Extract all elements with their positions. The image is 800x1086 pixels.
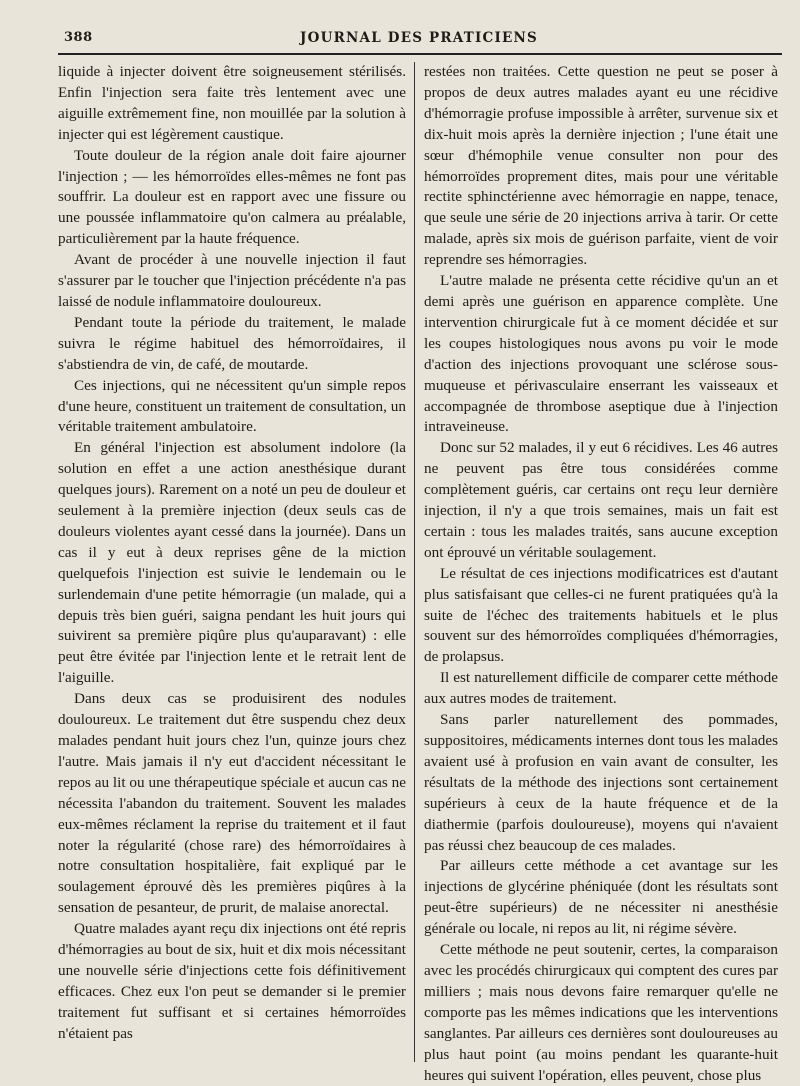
journal-title: JOURNAL DES PRATICIENS: [300, 30, 538, 46]
paragraph: Toute douleur de la région anale doit faire ajourner l'injection ; — les hémorroïdes elles-mêmes ne font pas souffrir. La douleur est en rapport avec une fissure ou une poussée inflammatoire qu'on calmera au préalable, particulièrement par la haute fréquence.: [58, 146, 406, 248]
paragraph: Avant de procéder à une nouvelle injection il faut s'assurer par le toucher que l'injection précédente n'a pas laissé de nodule inflammatoire douloureux.: [58, 251, 406, 310]
paragraph: Ces injections, qui ne nécessitent qu'un simple repos d'une heure, constituent un traitement de consultation, un véritable traitement ambulatoire.: [58, 376, 406, 436]
paragraph: Pendant toute la période du traitement, le malade suivra le régime habituel des hémorroïdaires, il s'abstiendra de vin, de café, de moutarde.: [58, 313, 406, 373]
paragraph: liquide à injecter doivent être soigneusement stérilisés. Enfin l'injection sera faite très lentement avec une aiguille extrêmement fine, non mouillée par la solution à injecter qui est légèrement caustique.: [58, 63, 406, 143]
page-number: 388: [64, 30, 93, 45]
paragraph: Le résultat de ces injections modificatrices est d'autant plus satisfaisant que celles-ci ne furent pratiquées qu'à la suite de l'échec des traitements habituels et le plus souvent sur des hémorroïdes compliquées d'hémorragies, de prolapsus.: [424, 564, 778, 666]
header-rule: [58, 53, 782, 55]
column-divider: [414, 62, 415, 1062]
paragraph: En général l'injection est absolument indolore (la solution en effet a une action anesthésique durant quelques jours). Rarement on a noté un peu de douleur et seulement à la première injection (deux seuls cas de douleurs violentes ayant cessé dans la journée). Dans un cas il y eut à deux reprises gêne de la miction quelquefois l'injection est suivie le lendemain ou le surlendemain d'une petite hémorragie (un malade, qui a depuis très bien guéri, saigna pendant les huit jours qui suivirent sa première piqûre plus qu'auparavant) : elle peut être évitée par l'injection lente et le retrait lent de l'aiguille.: [58, 439, 406, 687]
paragraph: Sans parler naturellement des pommades, suppositoires, médicaments internes dont tous les malades avaient usé à profusion en vain avant de consulter, les résultats de la méthode des injections sont certainement supérieurs à ceux de la haute fréquence et de la diathermie (parfois douloureuse), moyens qui n'avaient pas réussi chez beaucoup de ces malades.: [424, 711, 778, 854]
paragraph: Quatre malades ayant reçu dix injections ont été repris d'hémorragies au bout de six, huit et dix mois nécessitant une nouvelle série d'injections cette fois définitivement efficaces. Chez eux l'on peut se demander si le premier traitement fut suffisant et si certaines hémorroïdes n'étaient pas: [58, 920, 406, 1042]
left-column: [58, 62, 406, 1062]
paragraph: Donc sur 52 malades, il y eut 6 récidives. Les 46 autres ne peuvent pas être tous considérées comme complètement guéris, car certains ont reçu leur dernière injection, il n'y a que trois semaines, mais un fait est certain : tous les malades traités, sans aucune exception ont éprouvé un véritable soulagement.: [424, 439, 778, 561]
paragraph: Cette méthode ne peut soutenir, certes, la comparaison avec les procédés chirurgicaux qui comptent des cures par milliers ; mais nous devons faire remarquer qu'elle ne comporte pas les mêmes indications que les interventions sanglantes. Par ailleurs ces dernières sont douloureuses au plus haut point (au moins pendant les quarante-huit heures qui suivent l'opération, elles peuvent, chose plus: [424, 941, 778, 1084]
paragraph: Dans deux cas se produisirent des nodules douloureux. Le traitement dut être suspendu chez deux malades pendant huit jours chez l'un, quinze jours chez l'autre. Mais jamais il n'y eut d'accident nécessitant le repos au lit ou une thérapeutique spéciale et aucun cas ne nécessita l'abandon du traitement. Souvent les malades eux-mêmes réclament la reprise du traitement et il faut noter la régularité (chose rare) des hémorroïdaires à notre consultation hospitalière, fait expliqué par le soulagement éprouvé dès les premières piqûres à la sensation de pesanteur, de prurit, de malaise anorectal.: [58, 690, 406, 917]
paragraph: restées non traitées. Cette question ne peut se poser à propos de deux autres malades ayant eu une récidive d'hémorragie profuse impossible à arrêter, survenue six et dix-huit mois après la dernière injection ; l'une était une sœur d'hémophile venue consulter non pour des hémorroïdes proprement dites, mais pour une véritable rectite sphinctérienne avec hémorragie en nappe, tenace, que seule une série de 20 injections arriva à tarir. Or cette malade, après six mois de guérison parfaite, vient de voir reprendre ses hémorragies.: [424, 63, 778, 269]
paragraph: L'autre malade ne présenta cette récidive qu'un an et demi après une guérison en apparence complète. Une intervention chirurgicale fut à ce moment décidée et sur les coupes histologiques nous avons pu voir le mode d'action des injections provoquant une sclérose sous-muqueuse et périvasculaire enserrant les vaisseaux et accompagnée de thrombose aseptique due à l'injection intraveineuse.: [424, 272, 778, 436]
paragraph: Il est naturellement difficile de comparer cette méthode aux autres modes de traitement.: [424, 669, 778, 708]
right-column: [424, 62, 778, 1084]
page-header: [58, 30, 780, 52]
paragraph: Par ailleurs cette méthode a cet avantage sur les injections de glycérine phéniquée (dont les résultats sont peut-être supérieurs) de ne nécessiter ni anesthésie générale ou locale, ni repos au lit, ni régime sévère.: [424, 857, 778, 938]
